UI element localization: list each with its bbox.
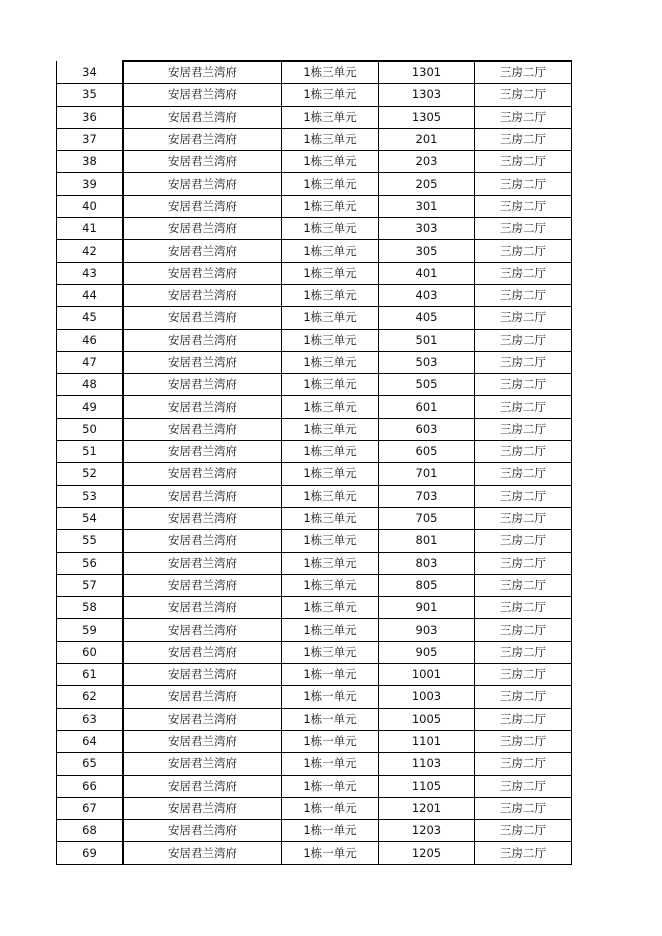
community-name-cell: 安居君兰湾府	[123, 441, 282, 463]
row-number-cell: 46	[57, 329, 124, 351]
row-number-cell: 61	[57, 664, 124, 686]
layout-type-cell: 三房二厅	[475, 374, 572, 396]
table-body	[57, 61, 572, 864]
layout-type-cell: 三房二厅	[475, 61, 572, 84]
table-row	[57, 574, 572, 596]
room-number-cell: 303	[379, 218, 475, 240]
row-number-cell: 56	[57, 552, 124, 574]
building-unit-cell: 1栋一单元	[282, 842, 379, 864]
building-unit-cell: 1栋三单元	[282, 441, 379, 463]
row-number-cell: 49	[57, 396, 124, 418]
community-name-cell: 安居君兰湾府	[123, 820, 282, 842]
room-number-cell: 605	[379, 441, 475, 463]
table-row	[57, 619, 572, 641]
layout-type-cell: 三房二厅	[475, 507, 572, 529]
row-number-cell: 43	[57, 262, 124, 284]
community-name-cell: 安居君兰湾府	[123, 775, 282, 797]
table-row	[57, 530, 572, 552]
building-unit-cell: 1栋三单元	[282, 597, 379, 619]
building-unit-cell: 1栋三单元	[282, 128, 379, 150]
room-number-cell: 201	[379, 128, 475, 150]
community-name-cell: 安居君兰湾府	[123, 597, 282, 619]
row-number-cell: 48	[57, 374, 124, 396]
community-name-cell: 安居君兰湾府	[123, 574, 282, 596]
layout-type-cell: 三房二厅	[475, 708, 572, 730]
row-number-cell: 69	[57, 842, 124, 864]
row-number-cell: 65	[57, 753, 124, 775]
building-unit-cell: 1栋三单元	[282, 106, 379, 128]
community-name-cell: 安居君兰湾府	[123, 530, 282, 552]
community-name-cell: 安居君兰湾府	[123, 307, 282, 329]
room-number-cell: 401	[379, 262, 475, 284]
room-number-cell: 501	[379, 329, 475, 351]
room-number-cell: 1101	[379, 730, 475, 752]
layout-type-cell: 三房二厅	[475, 307, 572, 329]
building-unit-cell: 1栋三单元	[282, 218, 379, 240]
table-row	[57, 775, 572, 797]
row-number-cell: 37	[57, 128, 124, 150]
community-name-cell: 安居君兰湾府	[123, 396, 282, 418]
building-unit-cell: 1栋一单元	[282, 775, 379, 797]
building-unit-cell: 1栋三单元	[282, 552, 379, 574]
layout-type-cell: 三房二厅	[475, 173, 572, 195]
building-unit-cell: 1栋三单元	[282, 351, 379, 373]
building-unit-cell: 1栋三单元	[282, 530, 379, 552]
room-number-cell: 803	[379, 552, 475, 574]
table-row	[57, 218, 572, 240]
layout-type-cell: 三房二厅	[475, 552, 572, 574]
community-name-cell: 安居君兰湾府	[123, 61, 282, 84]
building-unit-cell: 1栋三单元	[282, 151, 379, 173]
row-number-cell: 47	[57, 351, 124, 373]
table-row	[57, 441, 572, 463]
room-number-cell: 1303	[379, 84, 475, 106]
row-number-cell: 52	[57, 463, 124, 485]
community-name-cell: 安居君兰湾府	[123, 218, 282, 240]
community-name-cell: 安居君兰湾府	[123, 84, 282, 106]
building-unit-cell: 1栋三单元	[282, 173, 379, 195]
layout-type-cell: 三房二厅	[475, 730, 572, 752]
community-name-cell: 安居君兰湾府	[123, 619, 282, 641]
table-row	[57, 284, 572, 306]
building-unit-cell: 1栋一单元	[282, 708, 379, 730]
building-unit-cell: 1栋三单元	[282, 641, 379, 663]
layout-type-cell: 三房二厅	[475, 753, 572, 775]
layout-type-cell: 三房二厅	[475, 396, 572, 418]
community-name-cell: 安居君兰湾府	[123, 641, 282, 663]
community-name-cell: 安居君兰湾府	[123, 708, 282, 730]
room-number-cell: 505	[379, 374, 475, 396]
table-row	[57, 753, 572, 775]
room-number-cell: 503	[379, 351, 475, 373]
row-number-cell: 51	[57, 441, 124, 463]
community-name-cell: 安居君兰湾府	[123, 842, 282, 864]
layout-type-cell: 三房二厅	[475, 797, 572, 819]
table-row	[57, 84, 572, 106]
building-unit-cell: 1栋三单元	[282, 396, 379, 418]
row-number-cell: 42	[57, 240, 124, 262]
table-row	[57, 307, 572, 329]
room-number-cell: 1301	[379, 61, 475, 84]
room-number-cell: 1001	[379, 664, 475, 686]
table-row	[57, 664, 572, 686]
room-number-cell: 1103	[379, 753, 475, 775]
row-number-cell: 44	[57, 284, 124, 306]
row-number-cell: 39	[57, 173, 124, 195]
building-unit-cell: 1栋三单元	[282, 284, 379, 306]
row-number-cell: 34	[57, 61, 124, 84]
row-number-cell: 68	[57, 820, 124, 842]
layout-type-cell: 三房二厅	[475, 284, 572, 306]
layout-type-cell: 三房二厅	[475, 485, 572, 507]
room-number-cell: 205	[379, 173, 475, 195]
layout-type-cell: 三房二厅	[475, 842, 572, 864]
room-number-cell: 703	[379, 485, 475, 507]
table-row	[57, 329, 572, 351]
room-number-cell: 901	[379, 597, 475, 619]
room-number-cell: 1201	[379, 797, 475, 819]
table-row	[57, 262, 572, 284]
layout-type-cell: 三房二厅	[475, 775, 572, 797]
building-unit-cell: 1栋三单元	[282, 485, 379, 507]
room-number-cell: 1105	[379, 775, 475, 797]
layout-type-cell: 三房二厅	[475, 128, 572, 150]
row-number-cell: 60	[57, 641, 124, 663]
table-row	[57, 842, 572, 864]
table-row	[57, 396, 572, 418]
building-unit-cell: 1栋一单元	[282, 730, 379, 752]
community-name-cell: 安居君兰湾府	[123, 128, 282, 150]
room-number-cell: 301	[379, 195, 475, 217]
row-number-cell: 55	[57, 530, 124, 552]
layout-type-cell: 三房二厅	[475, 351, 572, 373]
room-number-cell: 1305	[379, 106, 475, 128]
row-number-cell: 54	[57, 507, 124, 529]
community-name-cell: 安居君兰湾府	[123, 151, 282, 173]
community-name-cell: 安居君兰湾府	[123, 664, 282, 686]
room-number-cell: 905	[379, 641, 475, 663]
building-unit-cell: 1栋三单元	[282, 61, 379, 84]
layout-type-cell: 三房二厅	[475, 106, 572, 128]
room-number-cell: 601	[379, 396, 475, 418]
table-row	[57, 686, 572, 708]
community-name-cell: 安居君兰湾府	[123, 753, 282, 775]
table-row	[57, 106, 572, 128]
layout-type-cell: 三房二厅	[475, 329, 572, 351]
row-number-cell: 38	[57, 151, 124, 173]
community-name-cell: 安居君兰湾府	[123, 418, 282, 440]
table-row	[57, 374, 572, 396]
community-name-cell: 安居君兰湾府	[123, 173, 282, 195]
building-unit-cell: 1栋三单元	[282, 463, 379, 485]
row-number-cell: 57	[57, 574, 124, 596]
row-number-cell: 63	[57, 708, 124, 730]
community-name-cell: 安居君兰湾府	[123, 195, 282, 217]
row-number-cell: 35	[57, 84, 124, 106]
layout-type-cell: 三房二厅	[475, 218, 572, 240]
table-row	[57, 708, 572, 730]
building-unit-cell: 1栋三单元	[282, 329, 379, 351]
housing-list-table	[56, 60, 572, 865]
community-name-cell: 安居君兰湾府	[123, 686, 282, 708]
layout-type-cell: 三房二厅	[475, 463, 572, 485]
building-unit-cell: 1栋三单元	[282, 262, 379, 284]
room-number-cell: 403	[379, 284, 475, 306]
row-number-cell: 50	[57, 418, 124, 440]
community-name-cell: 安居君兰湾府	[123, 351, 282, 373]
row-number-cell: 45	[57, 307, 124, 329]
room-number-cell: 705	[379, 507, 475, 529]
building-unit-cell: 1栋一单元	[282, 686, 379, 708]
room-number-cell: 305	[379, 240, 475, 262]
room-number-cell: 903	[379, 619, 475, 641]
layout-type-cell: 三房二厅	[475, 641, 572, 663]
room-number-cell: 405	[379, 307, 475, 329]
building-unit-cell: 1栋一单元	[282, 820, 379, 842]
layout-type-cell: 三房二厅	[475, 597, 572, 619]
row-number-cell: 66	[57, 775, 124, 797]
row-number-cell: 64	[57, 730, 124, 752]
layout-type-cell: 三房二厅	[475, 574, 572, 596]
table-row	[57, 151, 572, 173]
building-unit-cell: 1栋一单元	[282, 797, 379, 819]
community-name-cell: 安居君兰湾府	[123, 552, 282, 574]
community-name-cell: 安居君兰湾府	[123, 106, 282, 128]
table-row	[57, 507, 572, 529]
row-number-cell: 40	[57, 195, 124, 217]
building-unit-cell: 1栋一单元	[282, 753, 379, 775]
building-unit-cell: 1栋三单元	[282, 418, 379, 440]
building-unit-cell: 1栋三单元	[282, 574, 379, 596]
layout-type-cell: 三房二厅	[475, 262, 572, 284]
table-row	[57, 240, 572, 262]
community-name-cell: 安居君兰湾府	[123, 284, 282, 306]
row-number-cell: 62	[57, 686, 124, 708]
room-number-cell: 1003	[379, 686, 475, 708]
community-name-cell: 安居君兰湾府	[123, 374, 282, 396]
room-number-cell: 603	[379, 418, 475, 440]
community-name-cell: 安居君兰湾府	[123, 507, 282, 529]
community-name-cell: 安居君兰湾府	[123, 329, 282, 351]
room-number-cell: 203	[379, 151, 475, 173]
table-row	[57, 552, 572, 574]
room-number-cell: 801	[379, 530, 475, 552]
table-row	[57, 485, 572, 507]
layout-type-cell: 三房二厅	[475, 530, 572, 552]
building-unit-cell: 1栋三单元	[282, 507, 379, 529]
building-unit-cell: 1栋三单元	[282, 240, 379, 262]
layout-type-cell: 三房二厅	[475, 664, 572, 686]
table-row	[57, 797, 572, 819]
community-name-cell: 安居君兰湾府	[123, 797, 282, 819]
building-unit-cell: 1栋三单元	[282, 619, 379, 641]
community-name-cell: 安居君兰湾府	[123, 485, 282, 507]
table-row	[57, 463, 572, 485]
building-unit-cell: 1栋三单元	[282, 84, 379, 106]
room-number-cell: 805	[379, 574, 475, 596]
room-number-cell: 701	[379, 463, 475, 485]
table-row	[57, 641, 572, 663]
row-number-cell: 67	[57, 797, 124, 819]
building-unit-cell: 1栋三单元	[282, 374, 379, 396]
row-number-cell: 36	[57, 106, 124, 128]
layout-type-cell: 三房二厅	[475, 820, 572, 842]
community-name-cell: 安居君兰湾府	[123, 463, 282, 485]
building-unit-cell: 1栋三单元	[282, 195, 379, 217]
row-number-cell: 53	[57, 485, 124, 507]
row-number-cell: 58	[57, 597, 124, 619]
table-row	[57, 730, 572, 752]
layout-type-cell: 三房二厅	[475, 240, 572, 262]
layout-type-cell: 三房二厅	[475, 151, 572, 173]
table-row	[57, 173, 572, 195]
layout-type-cell: 三房二厅	[475, 418, 572, 440]
building-unit-cell: 1栋一单元	[282, 664, 379, 686]
layout-type-cell: 三房二厅	[475, 619, 572, 641]
table-row	[57, 820, 572, 842]
room-number-cell: 1205	[379, 842, 475, 864]
community-name-cell: 安居君兰湾府	[123, 240, 282, 262]
table-row	[57, 597, 572, 619]
room-number-cell: 1005	[379, 708, 475, 730]
building-unit-cell: 1栋三单元	[282, 307, 379, 329]
table-row	[57, 128, 572, 150]
layout-type-cell: 三房二厅	[475, 441, 572, 463]
community-name-cell: 安居君兰湾府	[123, 730, 282, 752]
table-row	[57, 418, 572, 440]
layout-type-cell: 三房二厅	[475, 686, 572, 708]
room-number-cell: 1203	[379, 820, 475, 842]
table-row	[57, 351, 572, 373]
row-number-cell: 41	[57, 218, 124, 240]
table-row	[57, 61, 572, 84]
row-number-cell: 59	[57, 619, 124, 641]
community-name-cell: 安居君兰湾府	[123, 262, 282, 284]
layout-type-cell: 三房二厅	[475, 84, 572, 106]
layout-type-cell: 三房二厅	[475, 195, 572, 217]
table-row	[57, 195, 572, 217]
